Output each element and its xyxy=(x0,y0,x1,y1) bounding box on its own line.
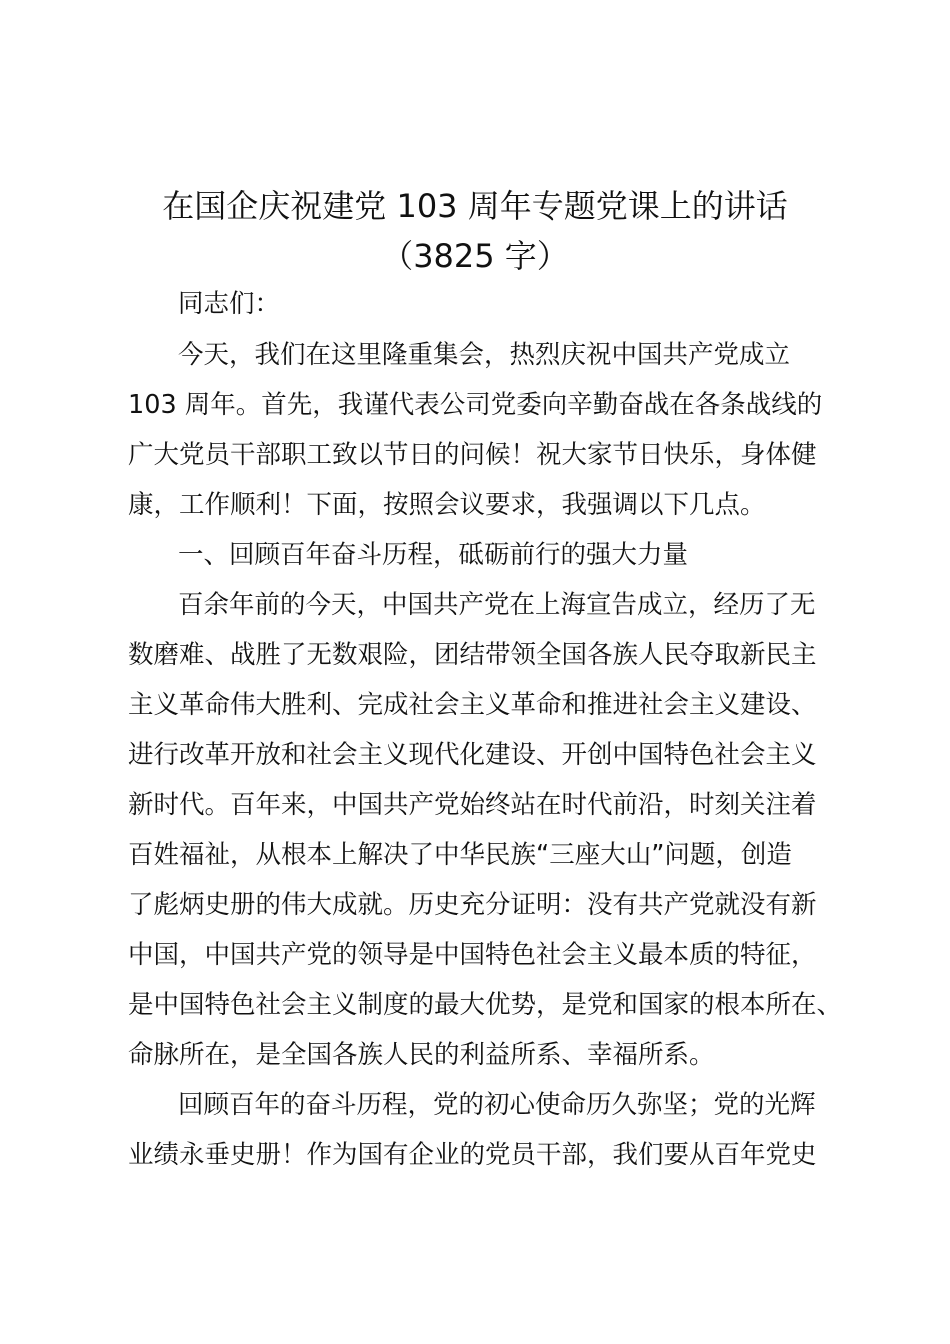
paragraph-line: 主义革命伟大胜利、完成社会主义革命和推进社会主义建设、 xyxy=(128,690,817,720)
paragraph-line: 新时代。百年来，中国共产党始终站在时代前沿，时刻关注着 xyxy=(128,790,817,820)
paragraph-line: 是中国特色社会主义制度的最大优势，是党和国家的根本所在、 xyxy=(128,990,843,1020)
paragraph-line: 回顾百年的奋斗历程，党的初心使命历久弥坚；党的光辉 xyxy=(178,1090,816,1120)
paragraph-line: 百余年前的今天，中国共产党在上海宣告成立，经历了无 xyxy=(178,590,816,620)
paragraph-line: 中国，中国共产党的领导是中国特色社会主义最本质的特征， xyxy=(128,940,817,970)
paragraph-line: 百姓福祉，从根本上解决了中华民族“三座大山”问题，创造 xyxy=(128,840,792,870)
paragraph-line: 了彪炳史册的伟大成就。历史充分证明：没有共产党就没有新 xyxy=(128,890,817,920)
paragraph-line: 康，工作顺利！下面，按照会议要求，我强调以下几点。 xyxy=(128,490,766,520)
section-heading: 一、回顾百年奋斗历程，砥砺前行的强大力量 xyxy=(178,540,689,570)
salutation: 同志们： xyxy=(178,289,281,319)
document-title: 在国企庆祝建党 103 周年专题党课上的讲话 xyxy=(162,187,788,225)
paragraph-line: 今天，我们在这里隆重集会，热烈庆祝中国共产党成立 xyxy=(178,340,791,370)
paragraph-line: 数磨难、战胜了无数艰险，团结带领全国各族人民夺取新民主 xyxy=(128,640,817,670)
document-title-wordcount: （3825 字） xyxy=(381,237,569,275)
paragraph-line: 广大党员干部职工致以节日的问候！祝大家节日快乐，身体健 xyxy=(128,440,817,470)
paragraph-line: 进行改革开放和社会主义现代化建设、开创中国特色社会主义 xyxy=(128,740,817,770)
paragraph-line: 命脉所在，是全国各族人民的利益所系、幸福所系。 xyxy=(128,1040,715,1070)
paragraph-line: 业绩永垂史册！作为国有企业的党员干部，我们要从百年党史 xyxy=(128,1140,817,1170)
paragraph-line: 103 周年。首先，我谨代表公司党委向辛勤奋战在各条战线的 xyxy=(128,390,823,420)
